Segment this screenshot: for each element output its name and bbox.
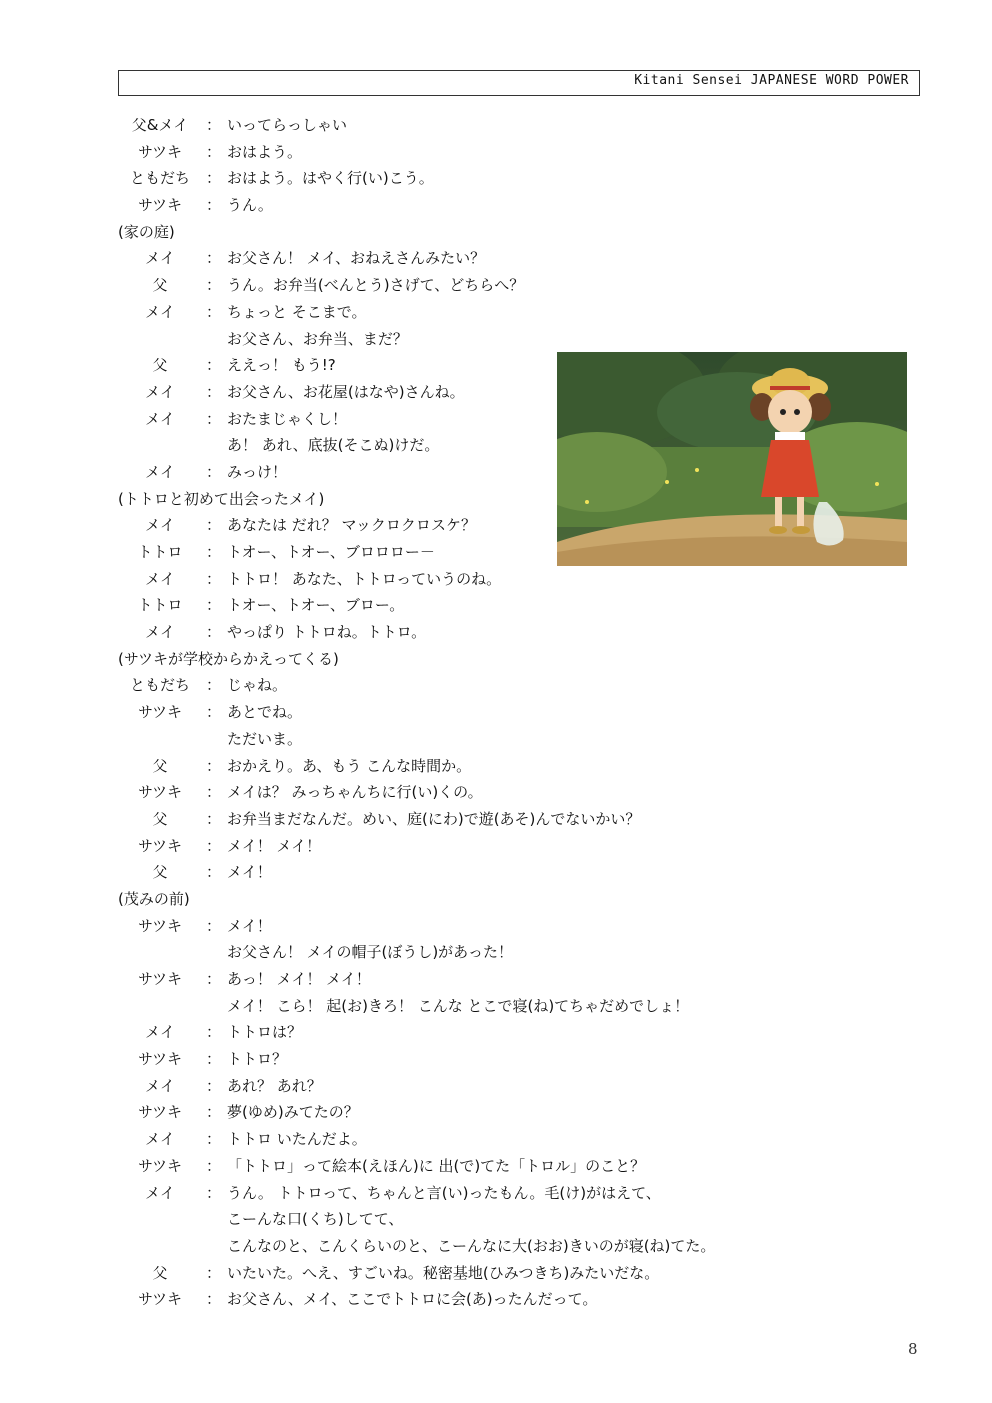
dialogue-script [118,112,898,1313]
speaker-colon: ： [206,356,222,375]
speaker-colon: ： [206,462,222,481]
scene-heading-text: (茂みの前) [118,889,190,908]
speaker-name: メイ [145,409,175,428]
dialogue-text: トトロ！ あなた、トトロっていうのね。 [227,569,502,588]
speaker-name: メイ [145,623,175,642]
speaker-name: メイ [145,1076,175,1095]
dialogue-line [118,1073,898,1100]
dialogue-line [118,1099,898,1126]
dialogue-line [118,1019,898,1046]
speaker-name: メイ [145,1183,175,1202]
speaker-name: 父 [152,756,168,775]
speaker-name: サツキ [137,836,183,855]
dialogue-line [118,1046,898,1073]
speaker-colon: ： [206,276,222,295]
speaker-colon: ： [206,516,222,535]
dialogue-line [118,1233,898,1260]
dialogue-text: あとでね。 [227,703,303,722]
dialogue-text: トトロ？ [227,1050,288,1069]
speaker-colon: ： [206,409,222,428]
dialogue-text: メイは？ みっちゃんちに行(い)くの。 [227,783,483,802]
dialogue-text: メイ！ [227,863,272,882]
dialogue-text: あ！ あれ、底抜(そこぬ)けだ。 [227,436,440,455]
speaker-colon: ： [206,1130,222,1149]
speaker-colon: ： [206,970,222,988]
header-title: Kitani Sensei JAPANESE WORD POWER [634,73,909,88]
dialogue-text: こーんな口(くち)してて、 [227,1210,404,1229]
movie-still-image [557,352,907,566]
dialogue-line [118,672,898,699]
dialogue-text: うん。お弁当(べんとう)さげて、どちらへ？ [227,276,525,295]
speaker-colon: ： [206,382,222,401]
dialogue-line [118,699,898,726]
speaker-name: 父 [152,809,168,828]
dialogue-line [118,566,898,593]
dialogue-line [118,913,898,940]
speaker-colon: ： [206,1023,222,1042]
dialogue-text: 「トトロ」って絵本(えほん)に 出(で)てた「トロル」のこと？ [227,1156,646,1175]
speaker-name: トトロ [137,596,183,615]
dialogue-line [118,192,898,219]
dialogue-text: ええっ！ もう!? [227,356,336,375]
dialogue-line [118,1286,898,1313]
speaker-colon: ： [206,676,222,695]
dialogue-text: お弁当まだなんだ。めい、庭(にわ)で遊(あそ)んでないかい？ [227,809,641,828]
dialogue-line [118,619,898,646]
scene-heading [118,219,898,246]
speaker-colon: ： [206,142,222,161]
speaker-colon: ： [206,196,222,215]
dialogue-text: うん。 [227,196,273,215]
speaker-name: メイ [145,1130,175,1149]
speaker-name: サツキ [137,1290,183,1309]
speaker-colon: ： [206,863,222,882]
scene-heading [118,646,898,673]
speaker-name: サツキ [137,1103,183,1122]
dialogue-text: トトロは？ [227,1023,303,1042]
dialogue-text: いたいた。へえ、すごいね。秘密基地(ひみつきち)みたいだな。 [227,1263,660,1282]
scene-heading-text: (家の庭) [118,222,175,241]
dialogue-text: いってらっしゃい [227,116,348,134]
dialogue-text: 夢(ゆめ)みてたの？ [227,1103,359,1122]
dialogue-line [118,1126,898,1153]
dialogue-line [118,272,898,299]
speaker-name: 父 [152,863,168,882]
speaker-colon: ： [206,756,222,775]
dialogue-text: あれ？ あれ？ [227,1076,322,1095]
speaker-colon: ： [206,569,222,588]
speaker-colon: ： [206,623,222,642]
dialogue-text: お父さん！ メイの帽子(ぼうし)があった！ [227,943,514,962]
dialogue-text: おはよう。はやく行(い)こう。 [227,169,434,188]
dialogue-text: やっぱり トトロね。トトロ。 [227,623,427,642]
speaker-colon: ： [206,1263,222,1282]
dialogue-text: トオー、トオー、ブロロロー－ [227,543,435,561]
dialogue-line [118,1153,898,1180]
dialogue-line [118,1180,898,1207]
dialogue-line [118,326,898,353]
speaker-name: メイ [145,382,175,401]
speaker-colon: ： [206,1050,222,1069]
dialogue-line [118,726,898,753]
dialogue-line [118,299,898,326]
speaker-name: 父 [152,356,168,375]
dialogue-text: おたまじゃくし！ [227,409,348,428]
speaker-colon: ： [206,116,222,134]
dialogue-text: おかえり。あ、もう こんな時間か。 [227,756,472,775]
dialogue-line [118,833,898,860]
speaker-colon: ： [206,249,222,268]
speaker-colon: ： [206,916,222,935]
speaker-name: メイ [145,462,175,481]
speaker-colon: ： [206,809,222,828]
speaker-colon: ： [206,596,222,615]
dialogue-line [118,966,898,993]
dialogue-text: お父さん、メイ、ここでトトロに会(あ)ったんだって。 [227,1290,598,1309]
dialogue-line [118,939,898,966]
dialogue-line [118,806,898,833]
dialogue-line [118,1260,898,1287]
speaker-name: メイ [145,249,175,268]
dialogue-line [118,592,898,619]
speaker-name: 父 [152,276,168,295]
dialogue-line [118,993,898,1020]
speaker-name: トトロ [137,543,183,561]
dialogue-text: メイ！ こら！ 起(お)きろ！ こんな とこで寝(ね)てちゃだめでしょ！ [227,996,690,1015]
speaker-name: 父&メイ [131,116,189,134]
speaker-colon: ： [206,1103,222,1122]
speaker-colon: ： [206,836,222,855]
dialogue-text: うん。 トトロって、ちゃんと言(い)ったもん。毛(け)がはえて、 [227,1183,661,1202]
dialogue-text: じゃね。 [227,676,288,695]
scene-heading-text: (トトロと初めて出会ったメイ) [118,489,325,508]
speaker-colon: ： [206,169,222,188]
dialogue-text: メイ！ [227,916,272,935]
speaker-name: サツキ [137,916,183,935]
dialogue-line [118,139,898,166]
speaker-name: サツキ [137,1156,183,1175]
dialogue-line [118,245,898,272]
speaker-colon: ： [206,703,222,722]
dialogue-text: トトロ いたんだよ。 [227,1130,367,1149]
dialogue-line [118,753,898,780]
dialogue-text: こんなのと、こんくらいのと、こーんなに大(おお)きいのが寝(ね)てた。 [227,1236,716,1255]
speaker-name: サツキ [137,703,183,722]
dialogue-text: ちょっと そこまで。 [227,302,367,321]
dialogue-text: あなたは だれ？ マックロクロスケ？ [227,516,476,535]
speaker-name: メイ [145,569,175,588]
page-header [118,70,920,96]
speaker-name: メイ [145,516,175,535]
speaker-colon: ： [206,302,222,321]
scene-heading-text: (サツキが学校からかえってくる) [118,649,339,668]
scene-heading [118,886,898,913]
speaker-colon: ： [206,1156,222,1175]
dialogue-text: お父さん！ メイ、おねえさんみたい？ [227,249,486,268]
dialogue-line [118,112,898,139]
dialogue-text: みっけ！ [227,462,288,481]
dialogue-line [118,779,898,806]
speaker-name: 父 [152,1263,168,1282]
speaker-colon: ： [206,1076,222,1095]
dialogue-text: おはよう。 [227,142,303,161]
dialogue-line [118,1206,898,1233]
dialogue-text: お父さん、お花屋(はなや)さんね。 [227,382,465,401]
dialogue-text: あっ！ メイ！ メイ！ [227,970,371,988]
dialogue-text: トオー、トオー、ブロー。 [227,596,405,615]
speaker-colon: ： [206,1183,222,1202]
speaker-name: サツキ [137,1050,183,1069]
speaker-name: サツキ [137,783,183,802]
girl-in-garden-illustration [557,352,907,566]
speaker-colon: ： [206,783,222,802]
speaker-name: ともだち [129,676,190,695]
dialogue-line [118,859,898,886]
dialogue-text: メイ！ メイ！ [227,836,322,855]
speaker-name: サツキ [137,142,183,161]
dialogue-line [118,165,898,192]
speaker-name: サツキ [137,196,183,215]
speaker-colon: ： [206,1290,222,1309]
speaker-name: メイ [145,1023,175,1042]
speaker-name: ともだち [129,169,190,188]
dialogue-text: ただいま。 [227,729,303,748]
speaker-name: サツキ [137,970,183,988]
page-number: 8 [908,1340,918,1358]
speaker-name: メイ [145,302,175,321]
speaker-colon: ： [206,543,222,561]
dialogue-text: お父さん、お弁当、まだ？ [227,329,408,348]
